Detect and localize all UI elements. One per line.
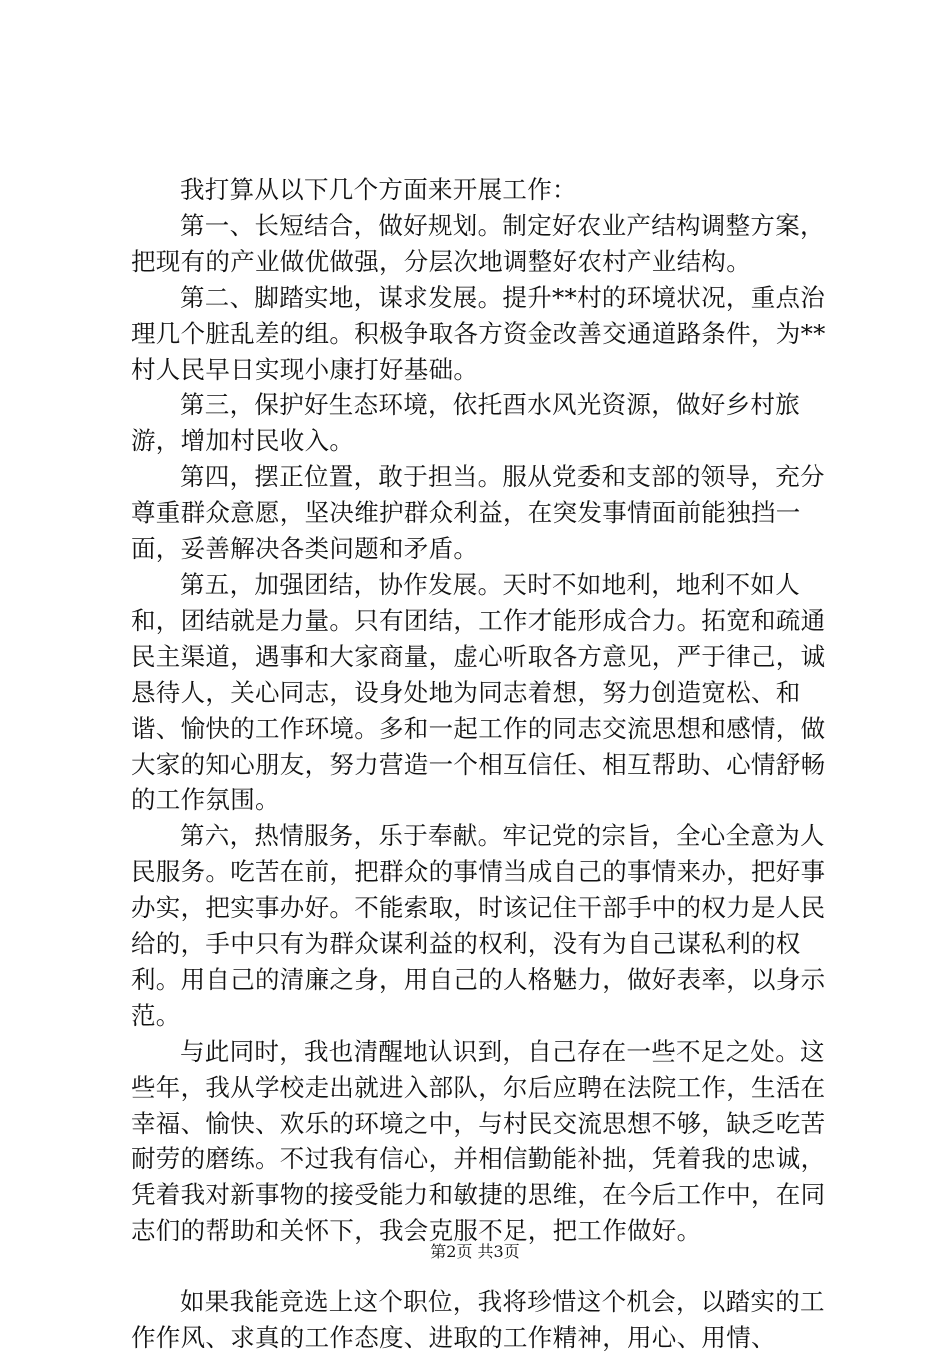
paragraph-point-1: 第一、长短结合，做好规划。制定好农业产结构调整方案，把现有的产业做优做强，分层次地调整好农村产业结构。 (131, 210, 825, 276)
paragraph-point-6: 第六，热情服务，乐于奉献。牢记党的宗旨，全心全意为人民服务。吃苦在前，把群众的事情当成自己的事情来办，把好事办实，把实事办好。不能索取，时该记住干部手中的权力是人民给的，手中只有为群众谋利益的权利，没有为自己谋私利的权利。用自己的清廉之身，用自己的人格魅力，做好表率，以身示范。 (131, 821, 826, 1030)
paragraph-intro: 我打算从以下几个方面来开展工作： (180, 175, 577, 204)
paragraph-closing: 如果我能竞选上这个职位，我将珍惜这个机会，以踏实的工作作风、求真的工作态度、进取的工作精神，用心、用情、 (131, 1287, 825, 1353)
page-footer: 第2页 共3页 (430, 1242, 520, 1261)
paragraph-point-5: 第五，加强团结，协作发展。天时不如地利，地利不如人和，团结就是力量。只有团结，工作才能形成合力。拓宽和疏通民主渠道，遇事和大家商量，虚心听取各方意见，严于律己，诚恳待人，关心同志，设身处地为同志着想，努力创造宽松、和谐、愉快的工作环境。多和一起工作的同志交流思想和感情，做大家的知心朋友，努力营造一个相互信任、相互帮助、心情舒畅的工作氛围。 (131, 569, 826, 815)
body-text (131, 172, 831, 1356)
paragraph-point-3: 第三，保护好生态环境，依托酉水风光资源，做好乡村旅游，增加村民收入。 (131, 390, 800, 456)
paragraph-shortcomings: 与此同时，我也清醒地认识到，自己存在一些不足之处。这些年，我从学校走出就进入部队，尔后应聘在法院工作，生活在幸福、愉快、欢乐的环境之中，与村民交流思想不够，缺乏吃苦耐劳的磨练。不过我有信心，并相信勤能补拙，凭着我的忠诚，凭着我对新事物的接受能力和敏捷的思维，在今后工作中，在同志们的帮助和关怀下，我会克服不足，把工作做好。 (131, 1036, 826, 1246)
paragraph-point-2: 第二、脚踏实地，谋求发展。提升**村的环境状况，重点治理几个脏乱差的组。积极争取各方资金改善交通道路条件，为**村人民早日实现小康打好基础。 (131, 282, 826, 384)
paragraph-point-4: 第四，摆正位置，敢于担当。服从党委和支部的领导，充分尊重群众意愿，坚决维护群众利益，在突发事情面前能独挡一面，妥善解决各类问题和矛盾。 (131, 462, 825, 564)
